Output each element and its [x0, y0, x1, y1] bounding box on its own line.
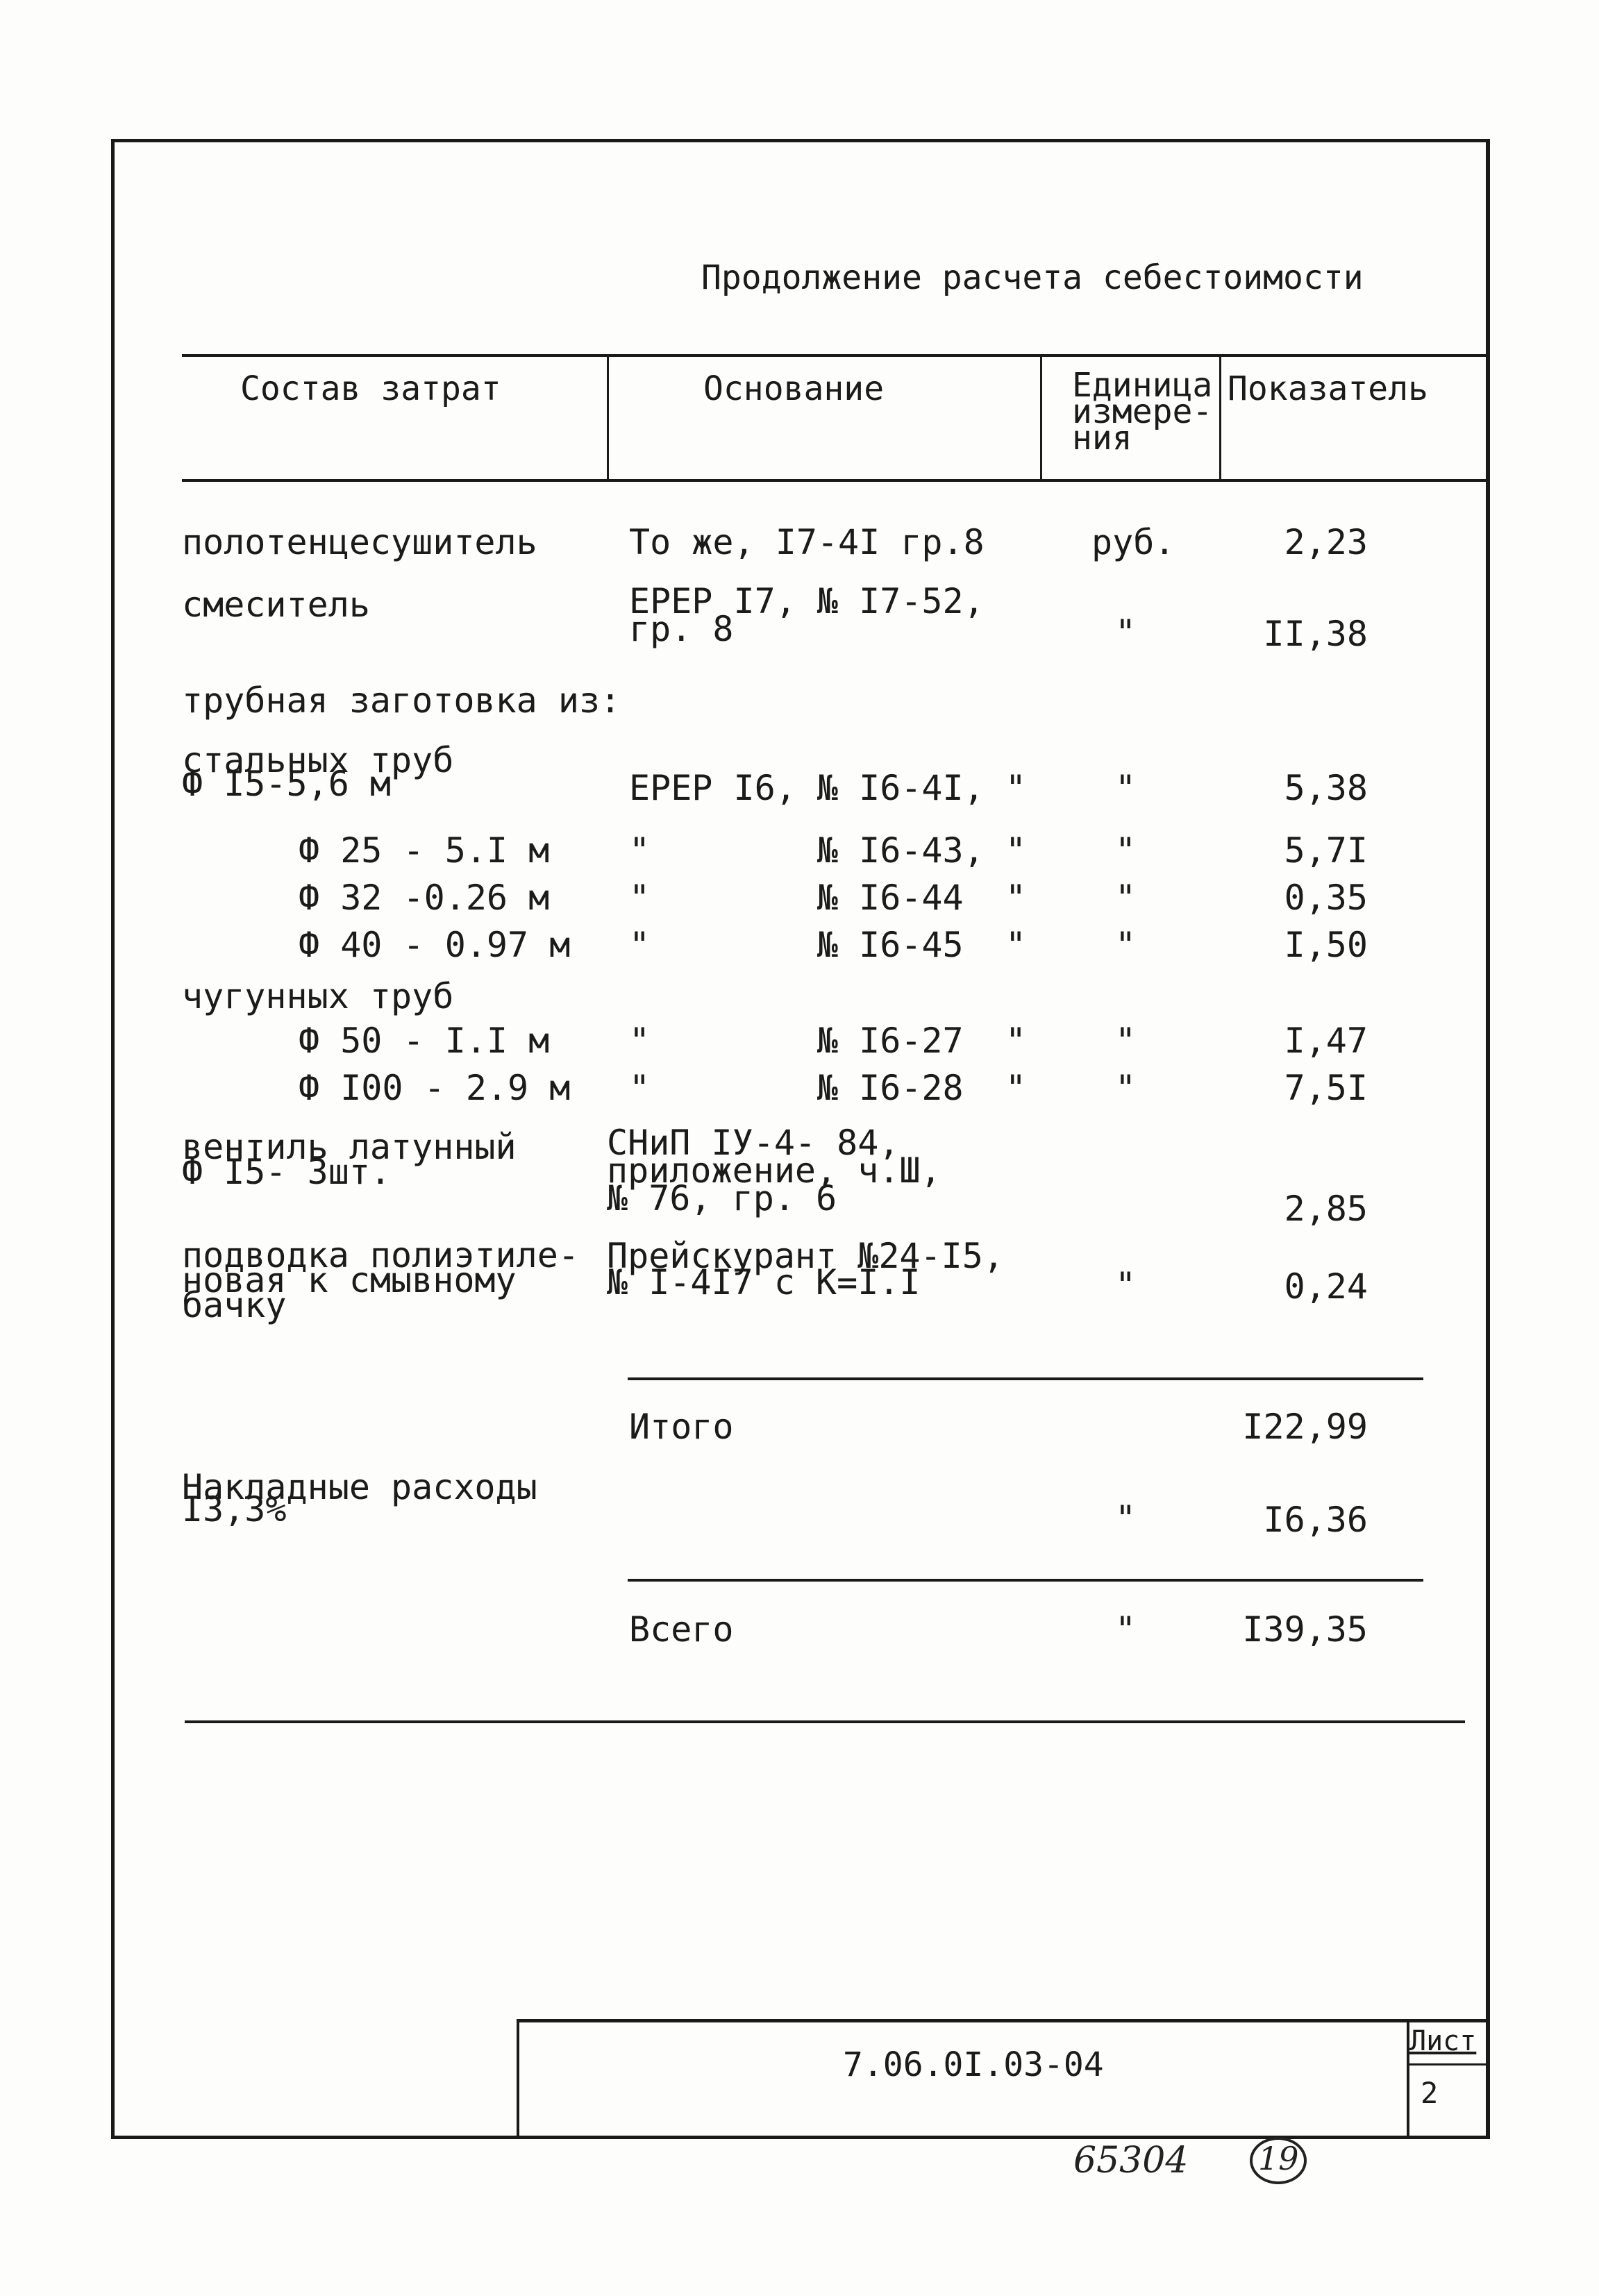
- circled-number: 19: [1258, 2140, 1299, 2177]
- subtotal-value: I22,99: [1242, 1407, 1368, 1447]
- header-top-rule: [182, 354, 1487, 357]
- page-title: Продолжение расчета себестоимости: [701, 258, 1364, 297]
- row-basis: " № I6-28 ": [629, 1068, 1026, 1108]
- row-value: 5,38: [1284, 768, 1368, 808]
- table-end-rule: [185, 1720, 1465, 1723]
- header-divider-3: [1219, 355, 1221, 480]
- subtotal-rule: [628, 1377, 1423, 1380]
- column-header-value: Показатель: [1228, 369, 1428, 408]
- row-name: полотенцесушитель: [182, 522, 537, 562]
- row-basis: " № I6-27 ": [629, 1021, 1026, 1061]
- header-bottom-rule: [182, 479, 1487, 482]
- row-unit: ": [1115, 830, 1137, 871]
- row-unit: ": [1115, 768, 1137, 808]
- sheet-number: 2: [1421, 2076, 1439, 2110]
- column-header-basis: Основание: [703, 369, 885, 408]
- row-value: 0,35: [1284, 878, 1368, 918]
- row-value: I,50: [1284, 925, 1368, 965]
- total-rule: [628, 1579, 1423, 1582]
- row-name: трубная заготовка из:: [182, 680, 621, 721]
- row-name: Ф 25 - 5.I м: [299, 830, 550, 871]
- header-divider-1: [607, 355, 609, 480]
- row-name: Ф 40 - 0.97 м: [299, 925, 571, 965]
- column-header-unit: Единица измере- ния: [1072, 366, 1213, 458]
- subtotal-label: Итого: [629, 1407, 734, 1447]
- column-header-cost-item: Состав затрат: [240, 369, 501, 408]
- row-name: Ф 32 -0.26 м: [299, 878, 550, 918]
- row-unit: ": [1115, 1021, 1137, 1061]
- handwritten-number: 65304: [1073, 2140, 1189, 2181]
- row-basis: ЕРЕР I6, № I6-4I, ": [629, 768, 1026, 808]
- document-code: 7.06.0I.03-04: [843, 2045, 1104, 2084]
- row-unit: ": [1115, 1265, 1137, 1305]
- row-unit: руб.: [1091, 522, 1175, 562]
- row-name: Ф 50 - I.I м: [299, 1021, 550, 1061]
- overhead-value: I6,36: [1263, 1500, 1368, 1540]
- sheet-label: Лист: [1409, 2025, 1477, 2057]
- row-unit: ": [1115, 878, 1137, 918]
- total-unit: ": [1115, 1609, 1137, 1650]
- row-unit: ": [1115, 925, 1137, 965]
- row-value: 0,24: [1284, 1266, 1368, 1307]
- row-name: Ф I00 - 2.9 м: [299, 1068, 571, 1108]
- row-basis: " № I6-45 ": [629, 925, 1026, 965]
- row-value: 7,5I: [1284, 1068, 1368, 1108]
- row-name: вентиль латунный Ф I5- 3шт.: [182, 1127, 517, 1192]
- total-label: Всего: [629, 1609, 734, 1650]
- overhead-unit: ": [1115, 1498, 1137, 1539]
- row-basis: Прейскурант №24-I5, № I-4I7 с К=I.I: [607, 1236, 1004, 1302]
- overhead-label: Накладные расходы I3,3%: [182, 1467, 537, 1530]
- header-divider-2: [1040, 355, 1042, 480]
- row-unit: ": [1115, 1068, 1137, 1108]
- row-value: 2,23: [1284, 522, 1368, 562]
- row-value: 5,7I: [1284, 830, 1368, 871]
- row-name: подводка полиэтиле- новая к смывному бачку: [182, 1235, 579, 1325]
- total-value: I39,35: [1242, 1609, 1368, 1650]
- row-value: I,47: [1284, 1021, 1368, 1061]
- row-name: смеситель: [182, 585, 370, 625]
- row-basis: " № I6-44 ": [629, 878, 1026, 918]
- row-basis: СНиП IУ-4- 84, приложение, ч.Ш, № 76, гр. 6: [607, 1123, 941, 1218]
- row-value: 2,85: [1284, 1189, 1368, 1229]
- row-basis: ЕРЕР I7, № I7-52, гр. 8: [629, 581, 985, 649]
- row-name: стальных труб Ф I5-5,6 м: [182, 740, 454, 804]
- row-basis: То же, I7-4I гр.8: [629, 522, 985, 562]
- sheet-cell-divider: [1408, 2063, 1487, 2065]
- row-value: II,38: [1263, 614, 1368, 654]
- row-name: чугунных труб: [182, 976, 454, 1016]
- row-unit: ": [1115, 612, 1137, 653]
- row-basis: " № I6-43, ": [629, 830, 1026, 871]
